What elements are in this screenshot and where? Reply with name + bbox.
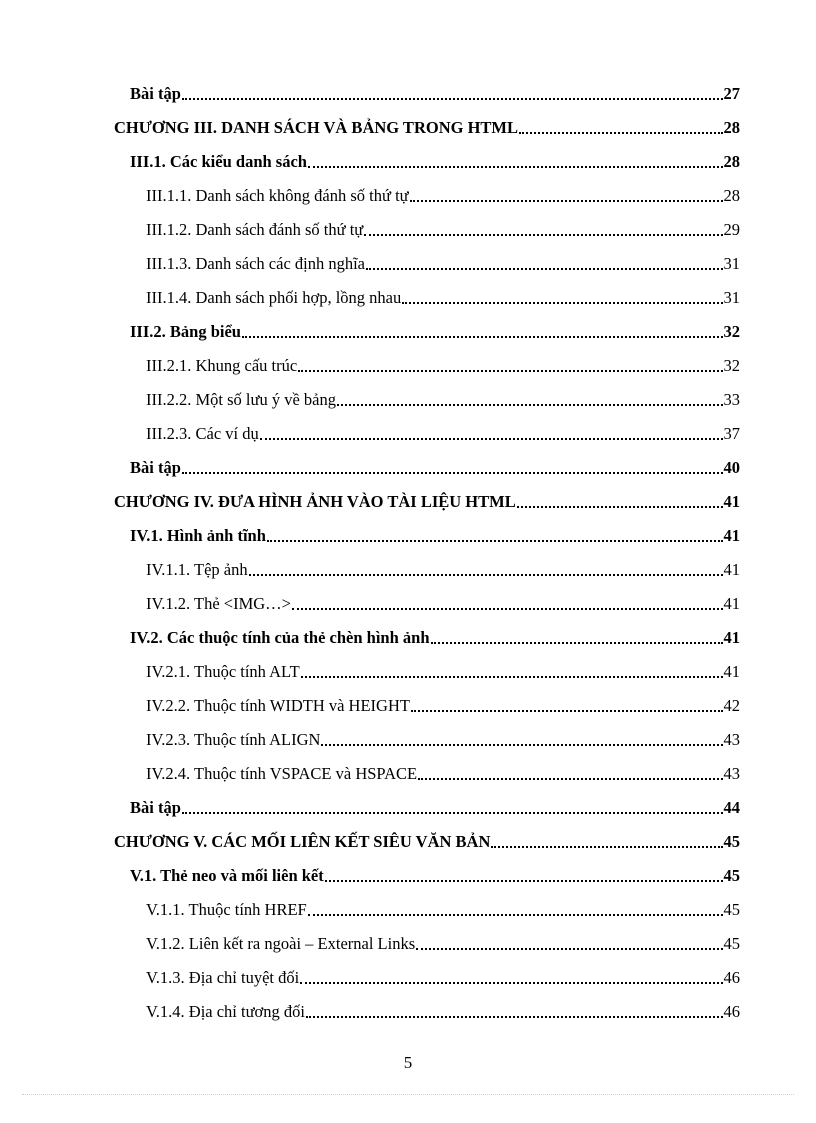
toc-entry[interactable] (146, 288, 740, 308)
dot-leader (182, 98, 723, 100)
toc-entry-label: CHƯƠNG IV. ĐƯA HÌNH ẢNH VÀO TÀI LIỆU HTML (114, 492, 516, 511)
toc-entry-label: III.1. Các kiểu danh sách (130, 152, 307, 171)
toc-entry-label: IV.2.3. Thuộc tính ALIGN (146, 730, 321, 749)
toc-entry-label: V.1.3. Địa chỉ tuyệt đối (146, 968, 300, 987)
dot-leader (402, 302, 722, 304)
toc-entry-page: 41 (723, 662, 740, 681)
toc-entry[interactable] (146, 730, 740, 750)
toc-entry-label: IV.2.4. Thuộc tính VSPACE và HSPACE (146, 764, 418, 783)
toc-entry-label: III.1.2. Danh sách đánh số thứ tự (146, 220, 364, 239)
dot-leader (366, 268, 722, 270)
dot-leader (182, 472, 723, 474)
toc-entry-page: 46 (723, 968, 740, 987)
toc-entry-page: 27 (723, 84, 740, 103)
toc-entry[interactable] (146, 254, 740, 274)
toc-entry-label: V.1.1. Thuộc tính HREF (146, 900, 307, 919)
toc-entry[interactable] (146, 900, 740, 920)
toc-entry[interactable] (146, 696, 740, 716)
toc-entry-label: III.2.1. Khung cấu trúc (146, 356, 298, 375)
toc-entry-page: 45 (723, 900, 740, 919)
toc-entry-label: V.1.4. Địa chỉ tương đối (146, 1002, 305, 1021)
page-number: 5 (403, 1053, 413, 1072)
toc-entry[interactable] (130, 458, 740, 478)
dot-leader (411, 710, 723, 712)
toc-entry-label: III.1.3. Danh sách các định nghĩa (146, 254, 366, 273)
toc-entry[interactable] (146, 356, 740, 376)
toc-entry-label: V.1. Thẻ neo và mối liên kết (130, 866, 324, 885)
toc-entry[interactable] (146, 220, 740, 240)
dot-leader (301, 676, 723, 678)
dot-leader (491, 846, 722, 848)
toc-entry-label: III.2.2. Một số lưu ý về bảng (146, 390, 336, 409)
toc-entry-page: 40 (723, 458, 740, 477)
toc-entry[interactable] (130, 798, 740, 818)
dot-leader (267, 540, 723, 542)
dot-leader (410, 200, 723, 202)
dot-leader (519, 132, 723, 134)
toc-entry[interactable] (130, 322, 740, 342)
dot-leader (249, 574, 723, 576)
toc-entry-page: 45 (723, 832, 740, 851)
dot-leader (260, 438, 723, 440)
toc-entry-label: Bài tập (130, 798, 181, 817)
page-bottom-divider (22, 1094, 794, 1095)
dot-leader (308, 914, 723, 916)
toc-entry-page: 41 (723, 526, 740, 545)
toc-entry[interactable] (146, 424, 740, 444)
toc-entry-page: 28 (723, 118, 740, 137)
dot-leader (298, 370, 722, 372)
dot-leader (325, 880, 723, 882)
toc-entry[interactable] (130, 84, 740, 104)
dot-leader (364, 234, 722, 236)
toc-entry-page: 37 (723, 424, 740, 443)
toc-entry[interactable] (146, 594, 740, 614)
toc-entry[interactable] (114, 832, 740, 852)
toc-entry-label: IV.2. Các thuộc tính của thẻ chèn hình ảnh (130, 628, 430, 647)
dot-leader (431, 642, 723, 644)
toc-entry-label: III.1.1. Danh sách không đánh số thứ tự (146, 186, 409, 205)
toc-entry-page: 43 (723, 764, 740, 783)
toc-entry-label: IV.2.2. Thuộc tính WIDTH và HEIGHT (146, 696, 410, 715)
toc-entry-page: 28 (723, 186, 740, 205)
toc-entry-page: 28 (723, 152, 740, 171)
toc-entry[interactable] (146, 390, 740, 410)
toc-entry-page: 31 (723, 288, 740, 307)
toc-entry-page: 44 (723, 798, 740, 817)
toc-entry-page: 41 (723, 492, 740, 511)
toc-entry-label: CHƯƠNG III. DANH SÁCH VÀ BẢNG TRONG HTML (114, 118, 518, 137)
toc-entry-page: 42 (723, 696, 740, 715)
toc-entry[interactable] (146, 968, 740, 988)
toc-entry-page: 41 (723, 628, 740, 647)
toc-entry-page: 32 (723, 356, 740, 375)
toc-entry[interactable] (130, 628, 740, 648)
toc-entry[interactable] (146, 1002, 740, 1022)
toc-entry[interactable] (146, 934, 740, 954)
toc-entry-label: III.2.3. Các ví dụ (146, 424, 259, 443)
toc-entry-label: III.1.4. Danh sách phối hợp, lồng nhau (146, 288, 402, 307)
toc-entry-page: 29 (723, 220, 740, 239)
dot-leader (418, 778, 722, 780)
toc-entry-page: 31 (723, 254, 740, 273)
toc-entry[interactable] (130, 152, 740, 172)
toc-entry-label: CHƯƠNG V. CÁC MỐI LIÊN KẾT SIÊU VĂN BẢN (114, 832, 491, 851)
toc-entry-page: 45 (723, 866, 740, 885)
toc-entry[interactable] (146, 560, 740, 580)
toc-entry[interactable] (146, 764, 740, 784)
toc-entry-label: IV.1.2. Thẻ <IMG…> (146, 594, 291, 613)
toc-entry-page: 41 (723, 594, 740, 613)
toc-entry-label: IV.1. Hình ảnh tĩnh (130, 526, 266, 545)
dot-leader (182, 812, 723, 814)
toc-entry-label: V.1.2. Liên kết ra ngoài – External Links (146, 934, 416, 953)
dot-leader (306, 1016, 723, 1018)
dot-leader (242, 336, 723, 338)
dot-leader (337, 404, 723, 406)
toc-entry-label: Bài tập (130, 84, 181, 103)
dot-leader (416, 948, 722, 950)
dot-leader (321, 744, 722, 746)
toc-entry-label: III.2. Bảng biểu (130, 322, 241, 341)
toc-entry-label: Bài tập (130, 458, 181, 477)
toc-entry-page: 45 (723, 934, 740, 953)
dot-leader (292, 608, 723, 610)
toc-entry-page: 41 (723, 560, 740, 579)
dot-leader (517, 506, 723, 508)
toc-entry[interactable] (114, 118, 740, 138)
dot-leader (300, 982, 722, 984)
dot-leader (308, 166, 723, 168)
toc-entry[interactable] (130, 866, 740, 886)
toc-entry-page: 43 (723, 730, 740, 749)
toc-entry-page: 46 (723, 1002, 740, 1021)
toc-entry-label: IV.2.1. Thuộc tính ALT (146, 662, 300, 681)
toc-entry-page: 32 (723, 322, 740, 341)
toc-entry-label: IV.1.1. Tệp ảnh (146, 560, 248, 579)
toc-entry[interactable] (114, 492, 740, 512)
toc-entry-page: 33 (723, 390, 740, 409)
toc-entry[interactable] (146, 662, 740, 682)
toc-entry[interactable] (130, 526, 740, 546)
toc-entry[interactable] (146, 186, 740, 206)
